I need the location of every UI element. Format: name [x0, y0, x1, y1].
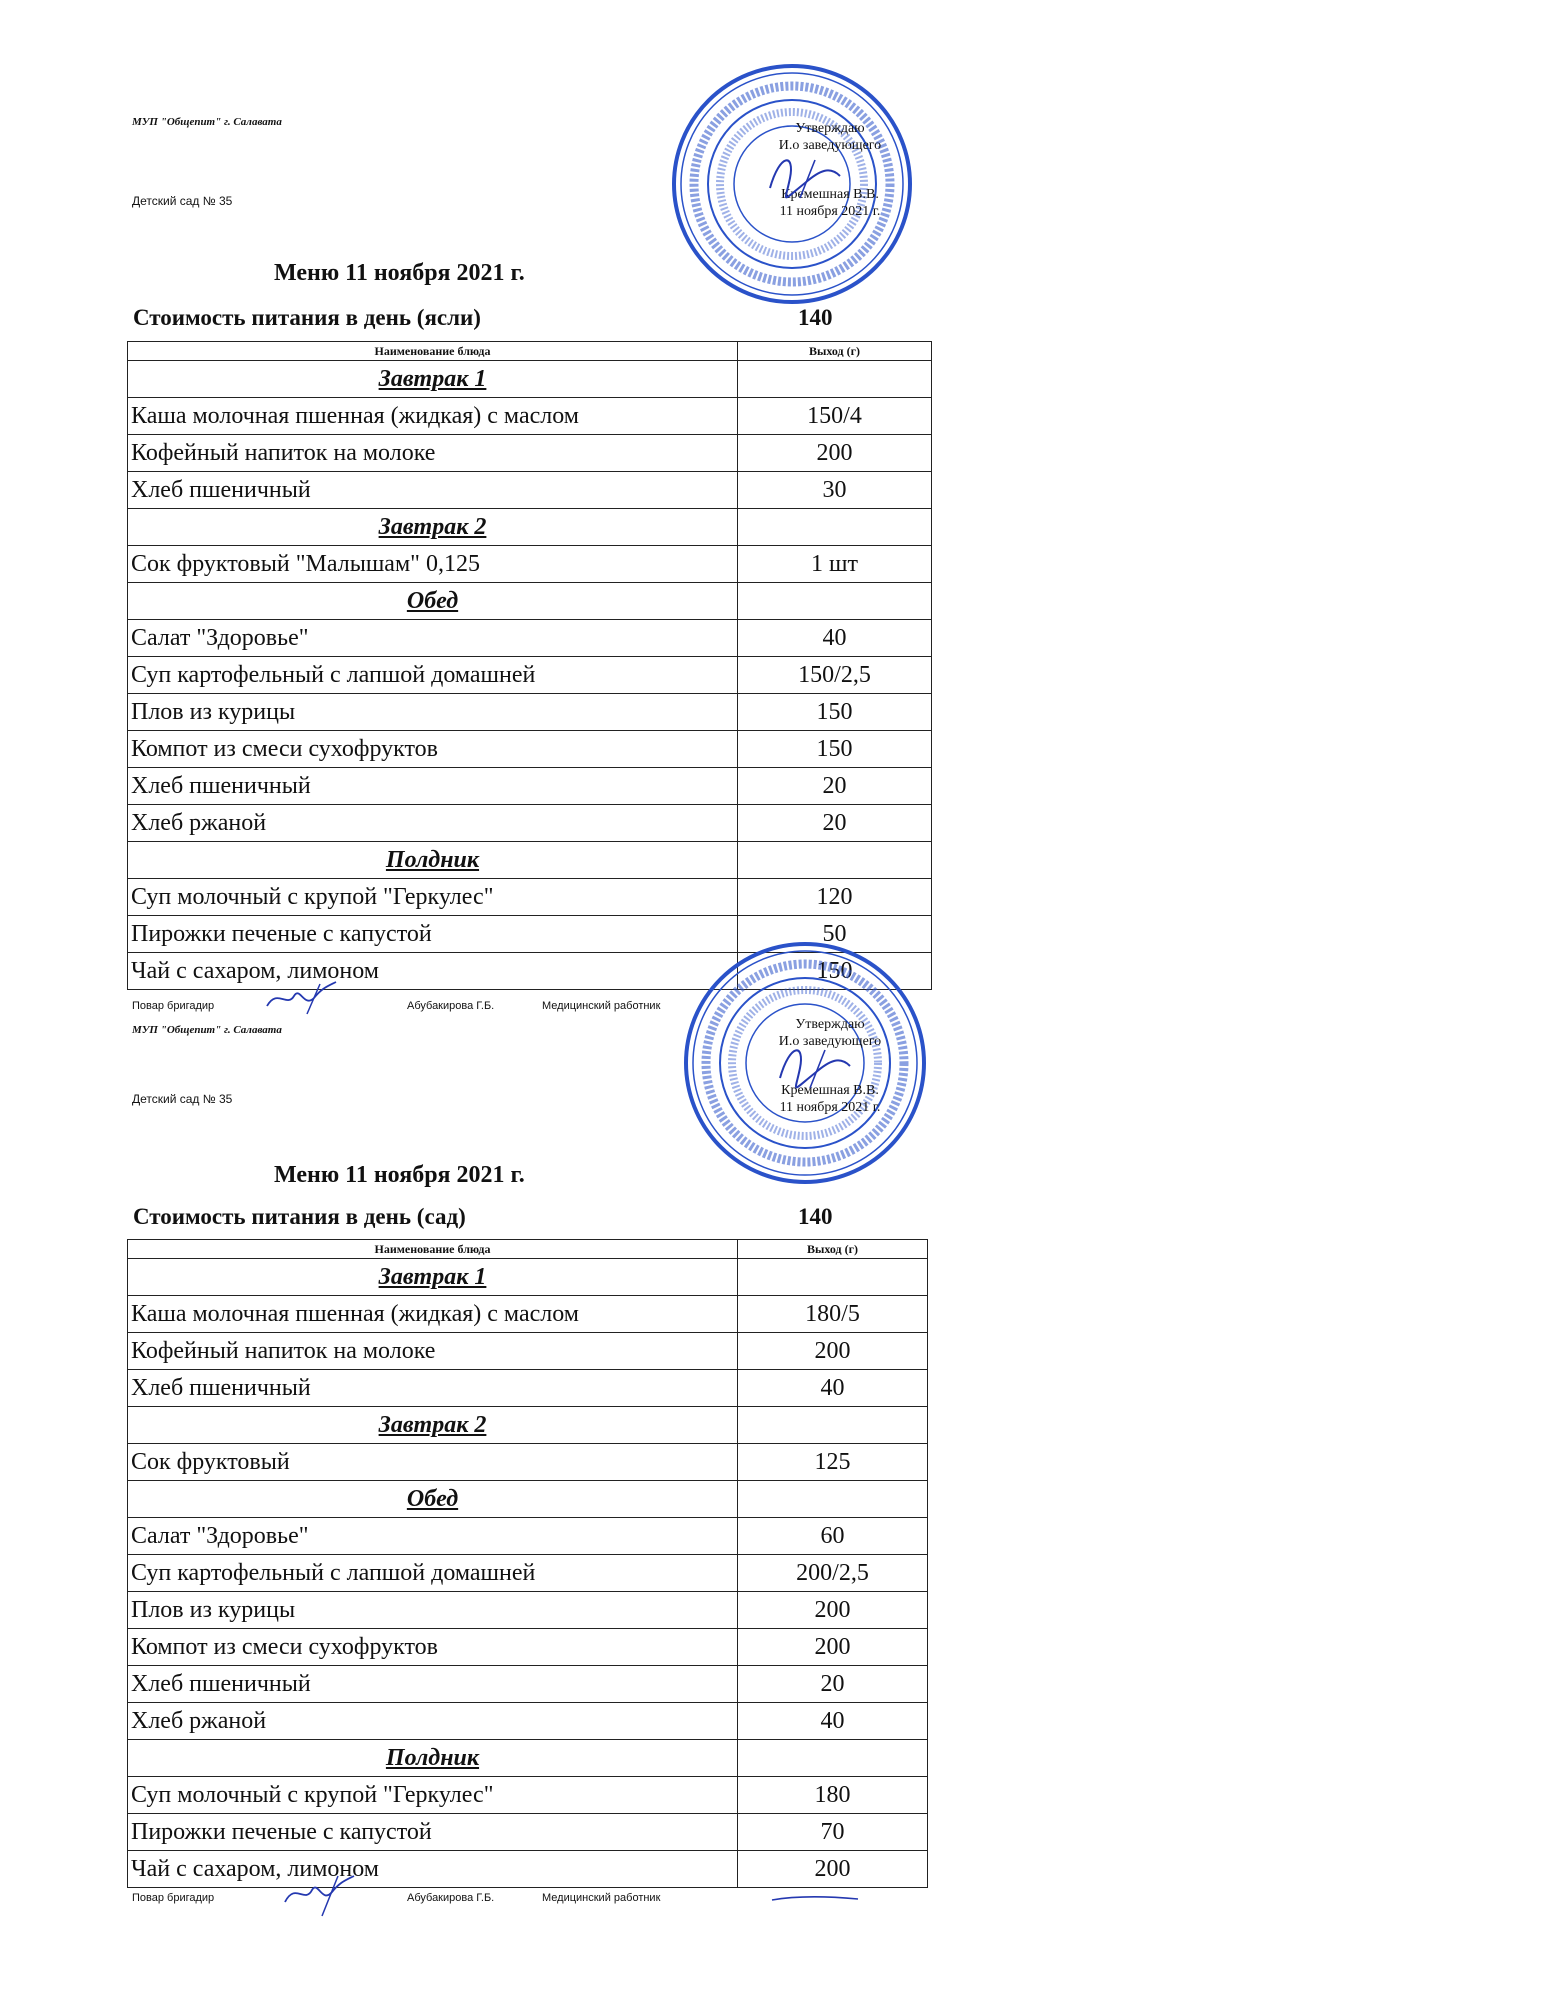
table-row: [128, 657, 932, 694]
dish-yield: 30: [738, 472, 932, 509]
column-header-dish: Наименование блюда: [128, 342, 738, 361]
medic-signature-icon: [770, 1892, 860, 1906]
dish-name: Каша молочная пшенная (жидкая) с маслом: [128, 1296, 738, 1333]
table-row: [128, 546, 932, 583]
dish-name: Хлеб ржаной: [128, 805, 738, 842]
dish-name: Суп молочный с крупой "Геркулес": [128, 1777, 738, 1814]
dish-yield: [738, 1407, 928, 1444]
table-header-row: [128, 1240, 928, 1259]
dish-yield: 180: [738, 1777, 928, 1814]
dish-name: Пирожки печеные с капустой: [128, 1814, 738, 1851]
category-row: [128, 842, 932, 879]
dish-name: Компот из смеси сухофруктов: [128, 731, 738, 768]
dish-yield: 60: [738, 1518, 928, 1555]
dish-name: Хлеб пшеничный: [128, 1666, 738, 1703]
table-row: [128, 1518, 928, 1555]
table-row: [128, 805, 932, 842]
dish-yield: 150: [738, 694, 932, 731]
cost-value: 140: [798, 305, 833, 330]
meal-category: Завтрак 2: [128, 1407, 738, 1444]
menu-section-garden: [0, 898, 1548, 1904]
dish-yield: 200: [738, 435, 932, 472]
category-row: [128, 1407, 928, 1444]
approval-line-1: Утверждаю: [795, 1017, 865, 1032]
dish-yield: 200: [738, 1851, 928, 1888]
dish-name: Хлеб пшеничный: [128, 472, 738, 509]
cost-label: Стоимость питания в день (ясли): [133, 305, 481, 330]
approval-line-1: Утверждаю: [795, 121, 865, 136]
table-row: [128, 694, 932, 731]
cook-label: Повар бригадир: [132, 1892, 215, 1904]
dish-yield: 40: [738, 1703, 928, 1740]
table-row: [128, 1370, 928, 1407]
dish-yield: 120: [738, 879, 932, 916]
cook-name: Абубакирова Г.Б.: [407, 1000, 495, 1012]
column-header-yield: Выход (г): [738, 1240, 928, 1259]
dish-name: Компот из смеси сухофруктов: [128, 1629, 738, 1666]
menu-rows: [128, 361, 932, 990]
dish-yield: 20: [738, 805, 932, 842]
table-row: [128, 1592, 928, 1629]
meal-category: Полдник: [128, 842, 738, 879]
table-row: [128, 768, 932, 805]
dish-yield: [738, 583, 932, 620]
dish-yield: 1 шт: [738, 546, 932, 583]
table-row: [128, 1629, 928, 1666]
meal-category: Завтрак 2: [128, 509, 738, 546]
dish-yield: [738, 842, 932, 879]
dish-name: Плов из курицы: [128, 694, 738, 731]
dish-name: Сок фруктовый "Малышам" 0,125: [128, 546, 738, 583]
dish-name: Салат "Здоровье": [128, 1518, 738, 1555]
dish-name: Салат "Здоровье": [128, 620, 738, 657]
table-row: [128, 1333, 928, 1370]
dish-yield: 150/2,5: [738, 657, 932, 694]
approval-name: Кремешная В.В.: [781, 187, 879, 202]
dish-name: Пирожки печеные с капустой: [128, 916, 738, 953]
table-row: [128, 1851, 928, 1888]
kindergarten-name: Детский сад № 35: [132, 194, 233, 208]
dish-name: Суп картофельный с лапшой домашней: [128, 1555, 738, 1592]
dish-yield: 20: [738, 1666, 928, 1703]
dish-name: Чай с сахаром, лимоном: [128, 1851, 738, 1888]
table-row: [128, 1814, 928, 1851]
medic-label: Медицинский работник: [542, 1000, 661, 1012]
table-row: [128, 398, 932, 435]
dish-name: Кофейный напиток на молоке: [128, 1333, 738, 1370]
meal-category: Завтрак 1: [128, 1259, 738, 1296]
category-row: [128, 1740, 928, 1777]
medic-label: Медицинский работник: [542, 1892, 661, 1904]
table-row: [128, 731, 932, 768]
dish-name: Каша молочная пшенная (жидкая) с маслом: [128, 398, 738, 435]
category-row: [128, 583, 932, 620]
director-signature-icon: [760, 148, 850, 208]
dish-name: Кофейный напиток на молоке: [128, 435, 738, 472]
dish-name: Суп молочный с крупой "Геркулес": [128, 879, 738, 916]
dish-yield: [738, 1481, 928, 1518]
dish-yield: [738, 509, 932, 546]
organization-name: МУП "Общепит" г. Салавата: [132, 116, 282, 128]
cook-signature-icon: [280, 1870, 360, 1920]
cost-value: 140: [798, 1204, 833, 1229]
table-row: [128, 435, 932, 472]
dish-name: Хлеб пшеничный: [128, 768, 738, 805]
approval-line-2: И.о заведующего: [778, 138, 882, 153]
category-row: [128, 361, 932, 398]
dish-name: Хлеб ржаной: [128, 1703, 738, 1740]
table-row: [128, 620, 932, 657]
dish-name: Сок фруктовый: [128, 1444, 738, 1481]
dish-yield: 180/5: [738, 1296, 928, 1333]
table-row: [128, 472, 932, 509]
dish-yield: 150: [738, 731, 932, 768]
dish-name: Плов из курицы: [128, 1592, 738, 1629]
meal-category: Обед: [128, 1481, 738, 1518]
cook-name: Абубакирова Г.Б.: [407, 1892, 495, 1904]
menu-title: Меню 11 ноября 2021 г.: [274, 260, 525, 286]
meal-category: Завтрак 1: [128, 361, 738, 398]
approval-date: 11 ноября 2021 г.: [779, 204, 881, 219]
dish-yield: 40: [738, 620, 932, 657]
dish-yield: 200: [738, 1333, 928, 1370]
dish-name: Чай с сахаром, лимоном: [128, 953, 738, 990]
dish-yield: 20: [738, 768, 932, 805]
dish-yield: 150/4: [738, 398, 932, 435]
dish-yield: 70: [738, 1814, 928, 1851]
dish-yield: [738, 1740, 928, 1777]
organization-name: МУП "Общепит" г. Салавата: [132, 1024, 282, 1036]
table-row: [128, 1703, 928, 1740]
dish-yield: 50: [738, 916, 932, 953]
table-row: [128, 1444, 928, 1481]
meal-category: Полдник: [128, 1740, 738, 1777]
category-row: [128, 509, 932, 546]
meal-category: Обед: [128, 583, 738, 620]
table-row: [128, 1666, 928, 1703]
menu-table: [127, 341, 932, 990]
dish-yield: [738, 361, 932, 398]
cook-label: Повар бригадир: [132, 1000, 215, 1012]
director-signature-icon: [770, 1038, 860, 1098]
table-row: [128, 1777, 928, 1814]
approval-line-2: И.о заведующего: [778, 1034, 882, 1049]
dish-yield: 150: [738, 953, 932, 990]
category-row: [128, 1259, 928, 1296]
dish-name: Хлеб пшеничный: [128, 1370, 738, 1407]
menu-table: [127, 1239, 928, 1888]
dish-yield: 200/2,5: [738, 1555, 928, 1592]
menu-rows: [128, 1259, 928, 1888]
approval-date: 11 ноября 2021 г.: [779, 1100, 881, 1115]
menu-title: Меню 11 ноября 2021 г.: [274, 1162, 525, 1188]
table-row: [128, 1296, 928, 1333]
dish-yield: [738, 1259, 928, 1296]
dish-name: Суп картофельный с лапшой домашней: [128, 657, 738, 694]
dish-yield: 200: [738, 1629, 928, 1666]
cost-label: Стоимость питания в день (сад): [133, 1204, 466, 1229]
table-header-row: [128, 342, 932, 361]
column-header-yield: Выход (г): [738, 342, 932, 361]
table-row: [128, 1555, 928, 1592]
dish-yield: 40: [738, 1370, 928, 1407]
category-row: [128, 1481, 928, 1518]
approval-name: Кремешная В.В.: [781, 1083, 879, 1098]
kindergarten-name: Детский сад № 35: [132, 1092, 233, 1106]
dish-yield: 125: [738, 1444, 928, 1481]
column-header-dish: Наименование блюда: [128, 1240, 738, 1259]
dish-yield: 200: [738, 1592, 928, 1629]
